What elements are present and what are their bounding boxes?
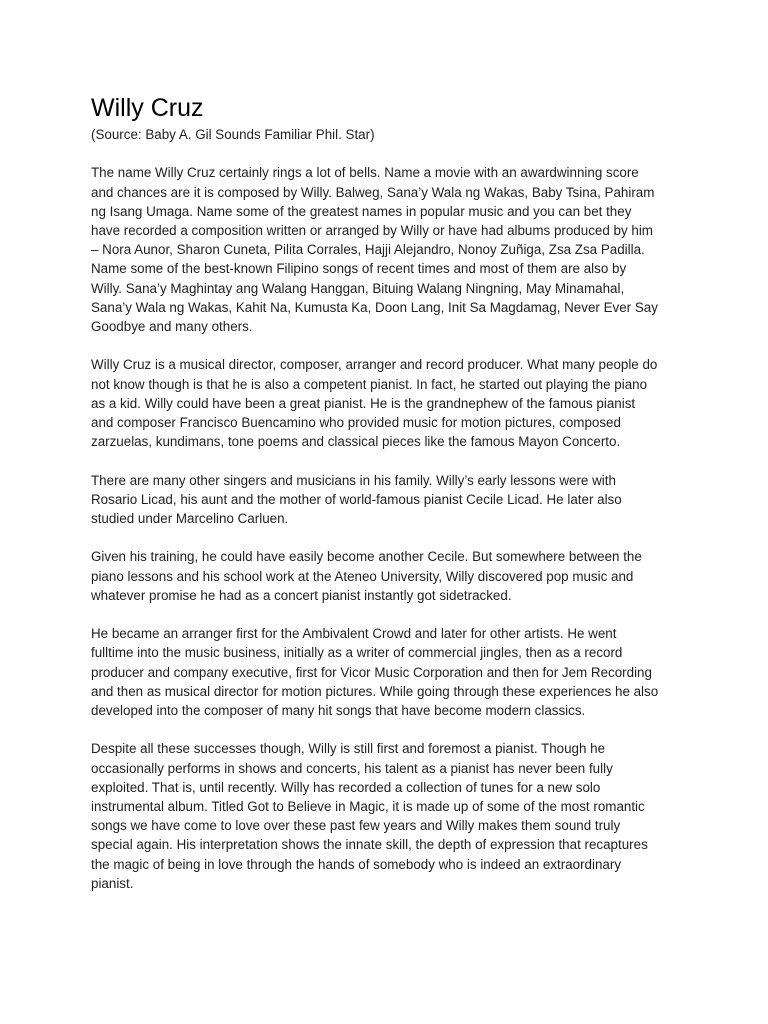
text-line: exploited. That is, until recently. Willy has recorded a collection of tunes for a new solo [91,779,601,795]
text-line: occasionally performs in shows and concerts, his talent as a pianist has never been fully [91,760,613,776]
text-line: special again. His interpretation shows the innate skill, the depth of expression that recaptures [91,837,648,853]
text-line: He became an arranger first for the Ambivalent Crowd and later for other artists. He went [91,626,617,642]
text-line: The name Willy Cruz certainly rings a lot of bells. Name a movie with an awardwinning score [91,165,639,181]
text-line: Willy. Sana’y Maghintay ang Walang Hanggan, Bituing Walang Ningning, May Minamahal, [91,280,625,296]
text-line: – Nora Aunor, Sharon Cuneta, Pilita Corrales, Hajji Alejandro, Nonoy Zuñiga, Zsa Zsa Padilla. [91,242,645,258]
text-line: ng Isang Umaga. Name some of the greatest names in popular music and you can bet they [91,203,632,219]
document-body [91,125,681,893]
paragraph [91,624,681,720]
paragraph [91,163,681,336]
text-line: producer and company executive, first for Vicor Music Corporation and then for Jem Recording [91,664,652,680]
text-line: instrumental album. Titled Got to Believe in Magic, it is made up of some of the most romantic [91,799,645,815]
document-title: Willy Cruz [91,94,204,122]
text-line: and chances are it is composed by Willy. Balweg, Sana’y Wala ng Wakas, Baby Tsina, Pahiram [91,184,655,200]
text-line: zarzuelas, kundimans, tone poems and classical pieces like the famous Mayon Concerto. [91,434,621,450]
text-line: There are many other singers and musicians in his family. Willy’s early lessons were with [91,472,616,488]
text-line: fulltime into the music business, initially as a writer of commercial jingles, then as a record [91,645,623,661]
text-line: as a kid. Willy could have been a great pianist. He is the grandnephew of the famous pianist [91,395,636,411]
paragraph [91,547,681,605]
source-line [91,125,681,144]
text-line: pianist. [91,875,134,891]
text-line: piano lessons and his school work at the Ateneo University, Willy discovered pop music and [91,568,634,584]
text-line: developed into the composer of many hit songs that have become modern classics. [91,703,586,719]
text-line: Willy Cruz is a musical director, composer, arranger and record producer. What many people do [91,357,658,373]
paragraph [91,471,681,529]
text-line: the magic of being in love through the hands of somebody who is indeed an extraordinary [91,856,622,872]
text-line: Rosario Licad, his aunt and the mother of world-famous pianist Cecile Licad. He later also [91,491,622,507]
text-line: have recorded a composition written or arranged by Willy or have had albums produced by him [91,223,653,238]
text-line: Goodbye and many others. [91,319,253,335]
text-line: Sana’y Wala ng Wakas, Kahit Na, Kumusta Ka, Doon Lang, Init Sa Magdamag, Never Ever Say [91,299,658,315]
paragraph [91,739,681,893]
text-line: studied under Marcelino Carluen. [91,511,289,527]
text-line: and then as musical director for motion pictures. While going through these experiences he also [91,683,659,699]
text-line: Despite all these successes though, Willy is still first and foremost a pianist. Though he [91,741,606,757]
text-line: not know though is that he is also a competent pianist. In fact, he started out playing the piano [91,376,648,392]
text-line: songs we have come to love over these past few years and Willy makes them sound truly [91,818,621,834]
text-line: (Source: Baby A. Gil Sounds Familiar Phil. Star) [91,127,375,142]
text-line: whatever promise he had as a concert pianist instantly got sidetracked. [91,587,512,603]
text-line: and composer Francisco Buencamino who provided music for motion pictures, composed [91,415,621,431]
paragraph [91,355,681,451]
text-line: Name some of the best-known Filipino songs of recent times and most of them are also by [91,261,627,277]
text-line: Given his training, he could have easily become another Cecile. But somewhere between the [91,549,642,565]
